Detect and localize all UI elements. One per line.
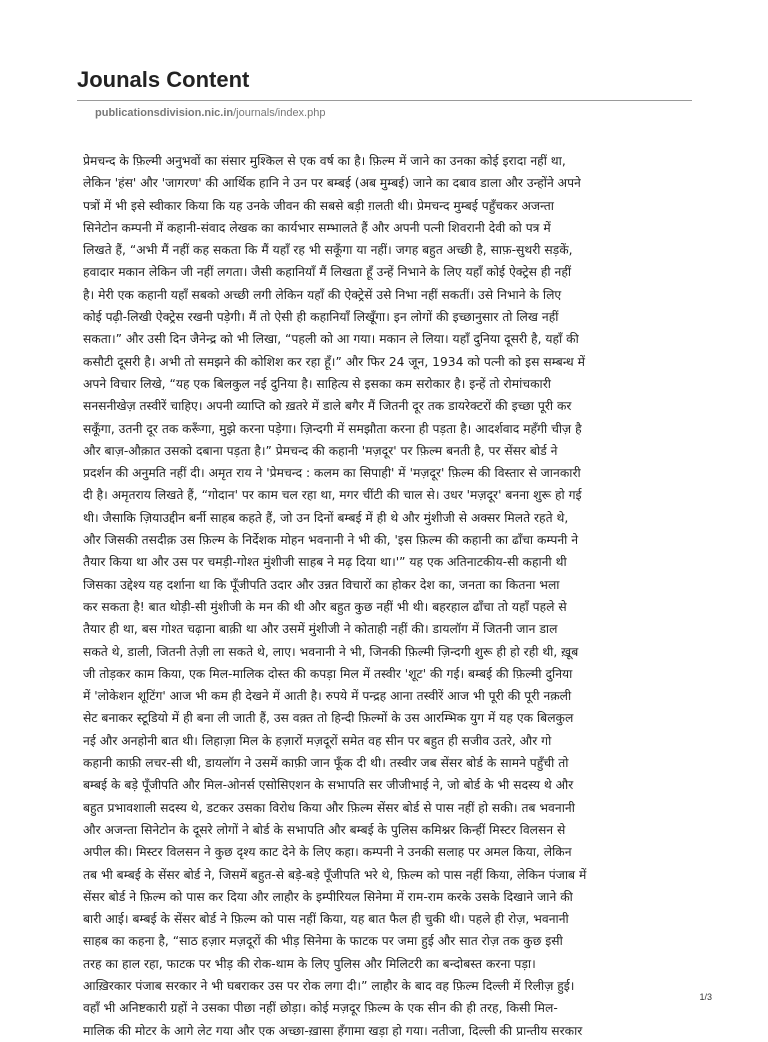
text-line: में 'लोकेशन शूटिंग' आज भी कम ही देखने में आती है। रुपये में पन्द्रह आना तस्वीरें आज भी पूरी की पूरी नक़ली [83,689,572,704]
text-line: सकूँगा, उतनी दूर तक करूँगा, मुझे करना पड़ेगा। ज़िन्दगी में समझौता करना ही पड़ता है। आदर्शवाद महँगी चीज़ है [83,421,582,436]
text-line: बहुत प्रभावशाली सदस्य थे, डटकर उसका विरोध किया और फ़िल्म सेंसर बोर्ड से पास नहीं हो सकी। तब भवनानी [83,800,575,815]
text-line: तैयार ही था, बस गोश्त चढ़ाना बाक़ी था और उसमें मुंशीजी ने कोताही नहीं की। डायलॉग में जितनी जान डाल [83,622,558,637]
text-line: तैयार किया था और उस पर चमड़ी-गोश्त मुंशीजी साहब ने मढ़ दिया था।'” यह एक अतिनाटकीय-सी कहानी थी [83,555,567,570]
text-line: हवादार मकान लेकिन जी नहीं लगता। जैसी कहानियाँ मैं लिखता हूँ उन्हें निभाने के लिए यहाँ कोई ऐक्ट्रेस ही नहीं [83,265,572,280]
text-line: मालिक की मोटर के आगे लेट गया और एक अच्छा-ख़ासा हँगामा खड़ा हो गया। नतीजा, दिल्ली की प्रान्तीय सरकार [83,1023,583,1038]
text-line: कर सकता है! बात थोड़ी-सी मुंशीजी के मन की थी और बहुत कुछ नहीं भी थी। बहरहाल ढाँचा तो यहाँ पहले से [83,599,567,614]
text-line: दी है। अमृतराय लिखते हैं, “गोदान' पर काम चल रहा था, मगर चींटी की चाल से। उधर 'मज़दूर' बनना शुरू हो गई [83,488,582,503]
text-line: सिनेटोन कम्पनी में कहानी-संवाद लेखक का कार्यभार सम्भालते हैं और अपनी पत्नी शिवरानी देवी को पत्र में [83,220,551,235]
text-line: कहानी काफ़ी लचर-सी थी, डायलॉग ने उसमें काफ़ी जान फूँक दी थी। तस्वीर जब सेंसर बोर्ड के सामने पहुँची तो [83,756,569,771]
text-line: पत्रों में भी इसे स्वीकार किया कि यह उनके जीवन की सबसे बड़ी ग़लती थी। प्रेमचन्द मुम्बई पहुँचकर अजन्ता [83,198,554,213]
text-line: तब भी बम्बई के सेंसर बोर्ड ने, जिसमें बहुत-से बड़े-बड़े पूँजीपति भरे थे, फ़िल्म को पास नहीं किया, लेकिन पंजाब में [83,867,587,882]
article-body [83,150,698,1042]
text-line: आख़िरकार पंजाब सरकार ने भी घबराकर उस पर रोक लगा दी।” लाहौर के बाद वह फ़िल्म दिल्ली में रिलीज़ हुई। [83,978,575,993]
text-line: वहाँ भी अनिष्टकारी ग्रहों ने उसका पीछा नहीं छोड़ा। कोई मज़दूर फ़िल्म के एक सीन की ही तरह, किसी मिल- [83,1001,558,1016]
text-line: लेकिन 'हंस' और 'जागरण' की आर्थिक हानि ने उन पर बम्बई (अब मुम्बई) जाने का दबाव डाला और उन्होंने अपने [83,176,581,191]
text-line: सकते थे, डाली, जितनी तेज़ी ला सकते थे, लाए। भवनानी ने भी, जिनकी फ़िल्मी ज़िन्दगी शुरू ही हो रही थी, ख़ूब [83,644,579,659]
text-line: थी। जैसाकि ज़ियाउद्दीन बर्नी साहब कहते हैं, जो उन दिनों बम्बई में ही थे और मुंशीजी से अक्सर मिलते रहते थे, [83,510,569,525]
text-line: जिसका उद्देश्य यह दर्शाना था कि पूँजीपति उदार और उन्नत विचारों का होकर देश का, जनता का कितना भला [83,577,560,592]
text-line: अपील की। मिस्टर विलसन ने कुछ दृश्य काट देने के लिए कहा। कम्पनी ने उनकी सलाह पर अमल किया, लेकिन [83,845,572,860]
text-line: बम्बई के बड़े पूँजीपति और मिल-ओनर्स एसोसिएशन के सभापति सर जीजीभाई ने, जो बोर्ड के भी सदस्य थे और [83,778,574,793]
title-divider [77,100,692,101]
page-number: 1/3 [699,992,712,1002]
text-line: लिखते हैं, “अभी मैं नहीं कह सकता कि मैं यहाँ रह भी सकूँगा या नहीं। जगह बहुत अच्छी है, साफ़-सुथरी सड़कें, [83,243,573,258]
text-line: प्रदर्शन की अनुमति नहीं दी। अमृत राय ने 'प्रेमचन्द : कलम का सिपाही' में 'मज़दूर' फ़िल्म की विस्तार से जानकारी [83,466,581,481]
source-url[interactable] [95,107,325,119]
text-line: सेट बनाकर स्टूडियो में ही बना ली जाती हैं, उस वक़्त तो हिन्दी फ़िल्मों के उस आरम्भिक युग में यह एक बिलकुल [83,711,574,726]
text-line: और जिसकी तसदीक़ उस फ़िल्म के निर्देशक मोहन भवनानी ने भी की, 'इस फ़िल्म की कहानी का ढाँचा कम्पनी ने [83,533,579,548]
text-line: कोई पढ़ी-लिखी ऐक्ट्रेस रखनी पड़ेगी। मैं तो ऐसी ही कहानियाँ लिखूँगा। इन लोगों की इच्छानुसार तो लिख नहीं [83,310,559,325]
text-line: है। मेरी एक कहानी यहाँ सबको अच्छी लगी लेकिन यहाँ की ऐक्ट्रेसें उसे निभा नहीं सकतीं। उसे निभाने के लिए [83,287,562,302]
text-line: सनसनीखेज़ तस्वीरें चाहिए। अपनी व्याप्ति को ख़तरे में डाले बगैर मैं जितनी दूर तक डायरेक्टरों की इच्छा पूरी कर [83,399,572,414]
text-line: जी तोड़कर काम किया, एक मिल-मालिक दोस्त की कपड़ा मिल में तस्वीर 'शूट' की गई। बम्बई की फ़िल्मी दुनिया [83,666,573,681]
text-line: अपने विचार लिखे, “यह एक बिलकुल नई दुनिया है। साहित्य से इसका कम सरोकार है। इन्हें तो रोमांचकारी [83,376,551,391]
source-url-host: publicationsdivision.nic.in [95,107,234,119]
text-line: प्रेमचन्द के फ़िल्मी अनुभवों का संसार मुश्किल से एक वर्ष का है। फ़िल्म में जाने का उनका कोई इरादा नहीं था, [83,154,566,168]
text-line: कसौटी दूसरी है। अभी तो समझने की कोशिश कर रहा हूँ।” और फिर 24 जून, 1934 को पत्नी को इस सम्बन्ध में [83,354,585,369]
text-line: और बाज़-औक़ात उसको दबाना पड़ता है।” प्रेमचन्द की कहानी 'मज़दूर' पर फ़िल्म बनती है, पर सेंसर बोर्ड ने [83,443,558,458]
text-line: बारी आई। बम्बई के सेंसर बोर्ड ने फ़िल्म को पास नहीं किया, यह बात फैल ही चुकी थी। पहले ही रोज़, भवनानी [83,912,569,927]
text-line: सकता।” और उसी दिन जैनेन्द्र को भी लिखा, “पहली को आ गया। मकान ले लिया। यहाँ दुनिया दूसरी है, यहाँ की [83,332,579,347]
page-title: Jounals Content [77,67,250,92]
text-line: साहब का कहना है, “साठ हज़ार मज़दूरों की भीड़ सिनेमा के फाटक पर जमा हुई और सात रोज़ तक कुछ इसी [83,934,563,949]
text-line: सेंसर बोर्ड ने फ़िल्म को पास कर दिया और लाहौर के इम्पीरियल सिनेमा में राम-राम करके उसके दिखाने जाने की [83,889,573,904]
source-url-path: /journals/index.php [233,107,326,119]
text-line: तरह का हाल रहा, फाटक पर भीड़ की रोक-थाम के लिए पुलिस और मिलिटरी का बन्दोबस्त करना पड़ा। [83,956,536,971]
text-line: नई और अनहोनी बात थी। लिहाज़ा मिल के हज़ारों मज़दूरों समेत वह सीन पर बहुत ही सजीव उतरे, और गो [83,733,552,748]
text-line: और अजन्ता सिनेटोन के दूसरे लोगों ने बोर्ड के सभापति और बम्बई के पुलिस कमिश्नर किन्हीं मिस्टर विलसन से [83,822,566,837]
